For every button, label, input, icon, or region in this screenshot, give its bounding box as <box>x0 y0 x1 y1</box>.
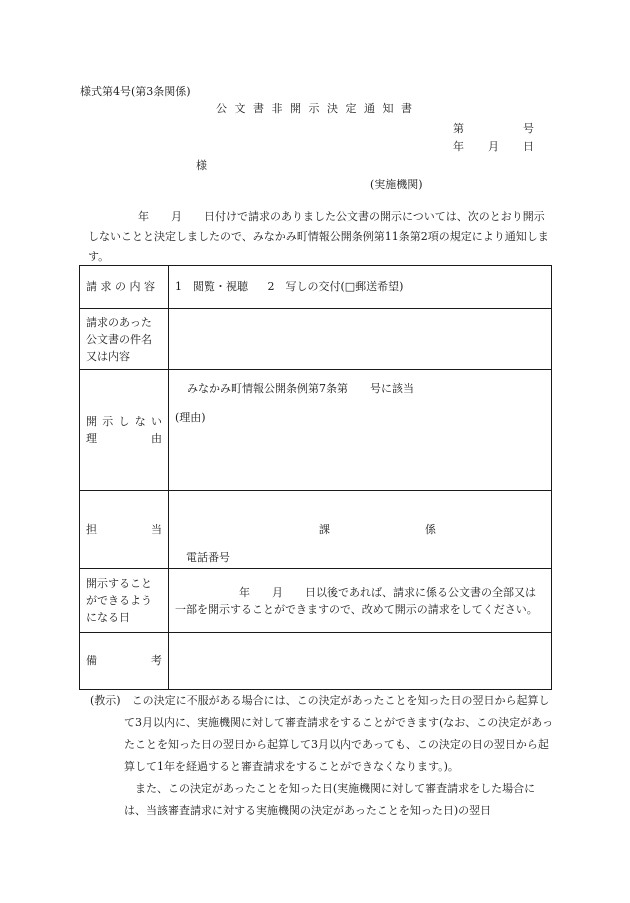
request-content-value <box>169 266 552 309</box>
date-year: 年 <box>453 140 464 153</box>
notice-table <box>79 265 552 690</box>
row-remarks <box>80 633 552 690</box>
reason-label-bottom: 理 由 <box>86 432 162 445</box>
document-title: 公 文 書 非 開 示 決 定 通 知 書 <box>216 102 414 115</box>
disclose-date-text: 年 月 日以後であれば、請求に係る公文書の全部又は一部を開示することができますので、改めて開示の請求をしてください。 <box>169 569 552 633</box>
number-dai: 第 <box>453 122 464 135</box>
remarks-value <box>169 633 552 690</box>
date-month: 月 <box>488 140 499 153</box>
subject-label: 請求のあった公文書の件名又は内容 <box>80 309 169 370</box>
row-reason <box>80 370 552 491</box>
request-content-label: 請 求 の 内 容 <box>80 266 169 309</box>
notice-para-2: また、この決定があったことを知った日(実施機関に対して審査請求をした場合には、当該審査請求に対する実施機関の決定があったことを知った日)の翌日 <box>124 782 536 817</box>
notice-section <box>90 690 555 822</box>
remarks-label: 備 考 <box>80 633 169 690</box>
notice-label: (教示) <box>90 694 121 707</box>
addressee-suffix: 様 <box>196 159 207 172</box>
staff-value <box>169 491 552 569</box>
reason-label <box>80 370 169 491</box>
option-view: 1 閲覧・視聴 <box>175 280 248 294</box>
form-number: 様式第4号(第3条関係) <box>80 85 191 98</box>
row-disclose-date <box>80 569 552 633</box>
option-copy: 2 写しの交付(□郵送希望) <box>267 280 404 294</box>
body-text: 年 月 日付けで請求のありました公文書の開示については、次のとおり開示しないことと決定しましたので、みなかみ町情報公開条例第11条第2項の規定により通知します。 <box>88 210 549 263</box>
subject-value <box>169 309 552 370</box>
staff-phone: 電話番号 <box>186 551 230 564</box>
reason-clause: みなかみ町情報公開条例第7条第 号に該当 <box>187 382 414 395</box>
row-request-content <box>80 266 552 309</box>
date-day: 日 <box>523 140 534 153</box>
staff-ka: 課 <box>319 523 330 536</box>
staff-label: 担 当 <box>80 491 169 569</box>
issuing-agency: (実施機関) <box>370 178 423 191</box>
reason-value <box>169 370 552 491</box>
row-staff <box>80 491 552 569</box>
disclose-date-label: 開示することができるようになる日 <box>80 569 169 633</box>
notice-para-1: (教示) この決定に不服がある場合には、この決定があったことを知った日の翌日から起算して3月以内に、実施機関に対して審査請求をすることができます(なお、この決定があったことを知った日の翌日から起算して3月以内であっても、この決定の日の翌日から起算して1年を経過すると審査請求をすることができなくなります。)。 <box>90 694 554 773</box>
staff-kakari: 係 <box>425 523 436 536</box>
reason-note: (理由) <box>175 411 206 425</box>
reason-label-top: 開 示 し な い <box>86 414 162 428</box>
row-subject <box>80 309 552 370</box>
number-go: 号 <box>523 122 534 135</box>
